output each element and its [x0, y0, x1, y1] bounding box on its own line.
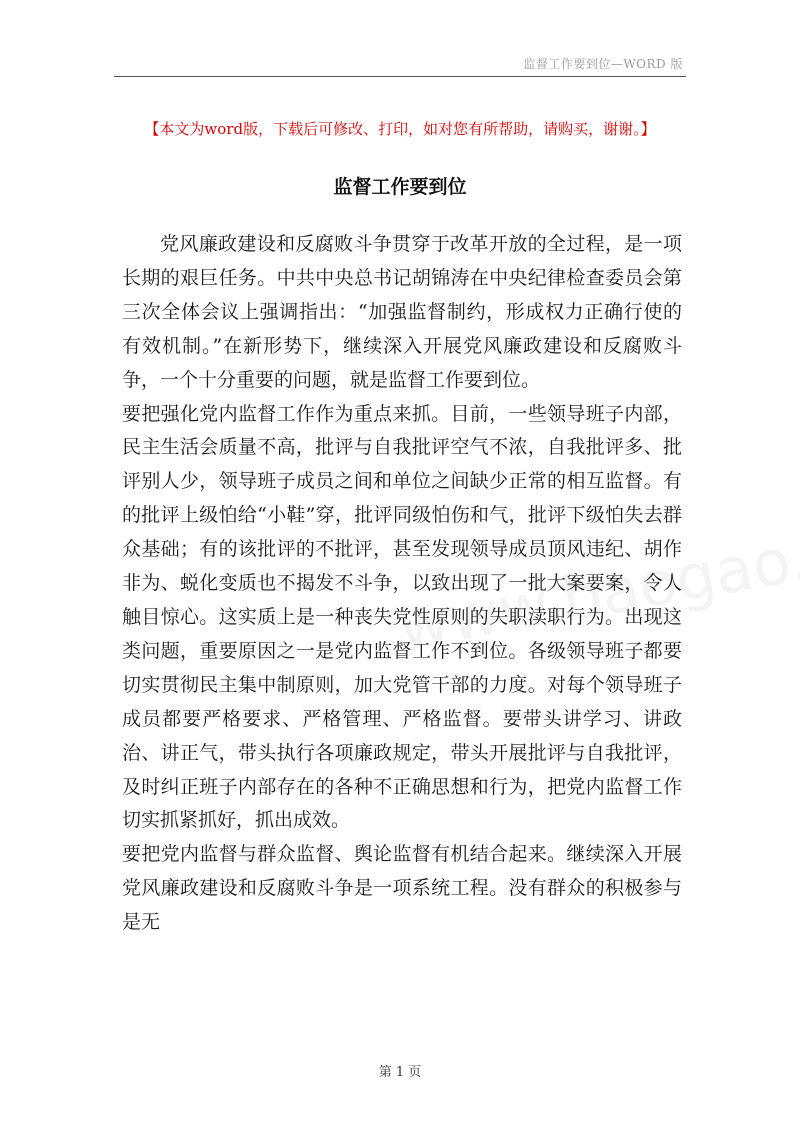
document-title: 监督工作要到位	[333, 176, 467, 198]
document-body	[122, 228, 682, 940]
paragraph-intro: 党风廉政建设和反腐败斗争贯穿于改革开放的全过程，是一项长期的艰巨任务。中共中央总书记胡锦涛在中央纪律检查委员会第三次全体会议上强调指出：“加强监督制约，形成权力正确行使的有效机制。”在新形势下，继续深入开展党风廉政建设和反腐败斗争，一个十分重要的问题，就是监督工作要到位。	[122, 233, 682, 391]
page-number: 第 1 页	[378, 1065, 422, 1080]
download-notice: 【本文为word版，下载后可修改、打印，如对您有所帮助，请购买，谢谢。】	[144, 120, 656, 138]
running-header: 监督工作要到位—WORD 版	[523, 57, 683, 71]
paragraph-combined-supervision: 要把党内监督与群众监督、舆论监督有机结合起来。继续深入开展党风廉政建设和反腐败斗争是一项系统工程。没有群众的积极参与是无	[122, 843, 682, 934]
header-divider	[114, 76, 686, 77]
paragraph-inner-party-supervision: 要把强化党内监督工作作为重点来抓。目前，一些领导班子内部，民主生活会质量不高，批评与自我批评空气不浓，自我批评多、批评别人少，领导班子成员之间和单位之间缺少正常的相互监督。有的批评上级怕给“小鞋”穿，批评同级怕伤和气，批评下级怕失去群众基础；有的该批评的不批评，甚至发现领导成员顶风违纪、胡作非为、蜕化变质也不揭发不斗争，以致出现了一批大案要案，令人触目惊心。这实质上是一种丧失党性原则的失职渎职行为。出现这类问题，重要原因之一是党内监督工作不到位。各级领导班子都要切实贯彻民主集中制原则，加大党管干部的力度。对每个领导班子成员都要严格要求、严格管理、严格监督。要带头讲学习、讲政治、讲正气，带头执行各项廉政规定，带头开展批评与自我批评，及时纠正班子内部存在的各种不正确思想和行为，把党内监督工作切实抓紧抓好，抓出成效。	[122, 402, 682, 832]
